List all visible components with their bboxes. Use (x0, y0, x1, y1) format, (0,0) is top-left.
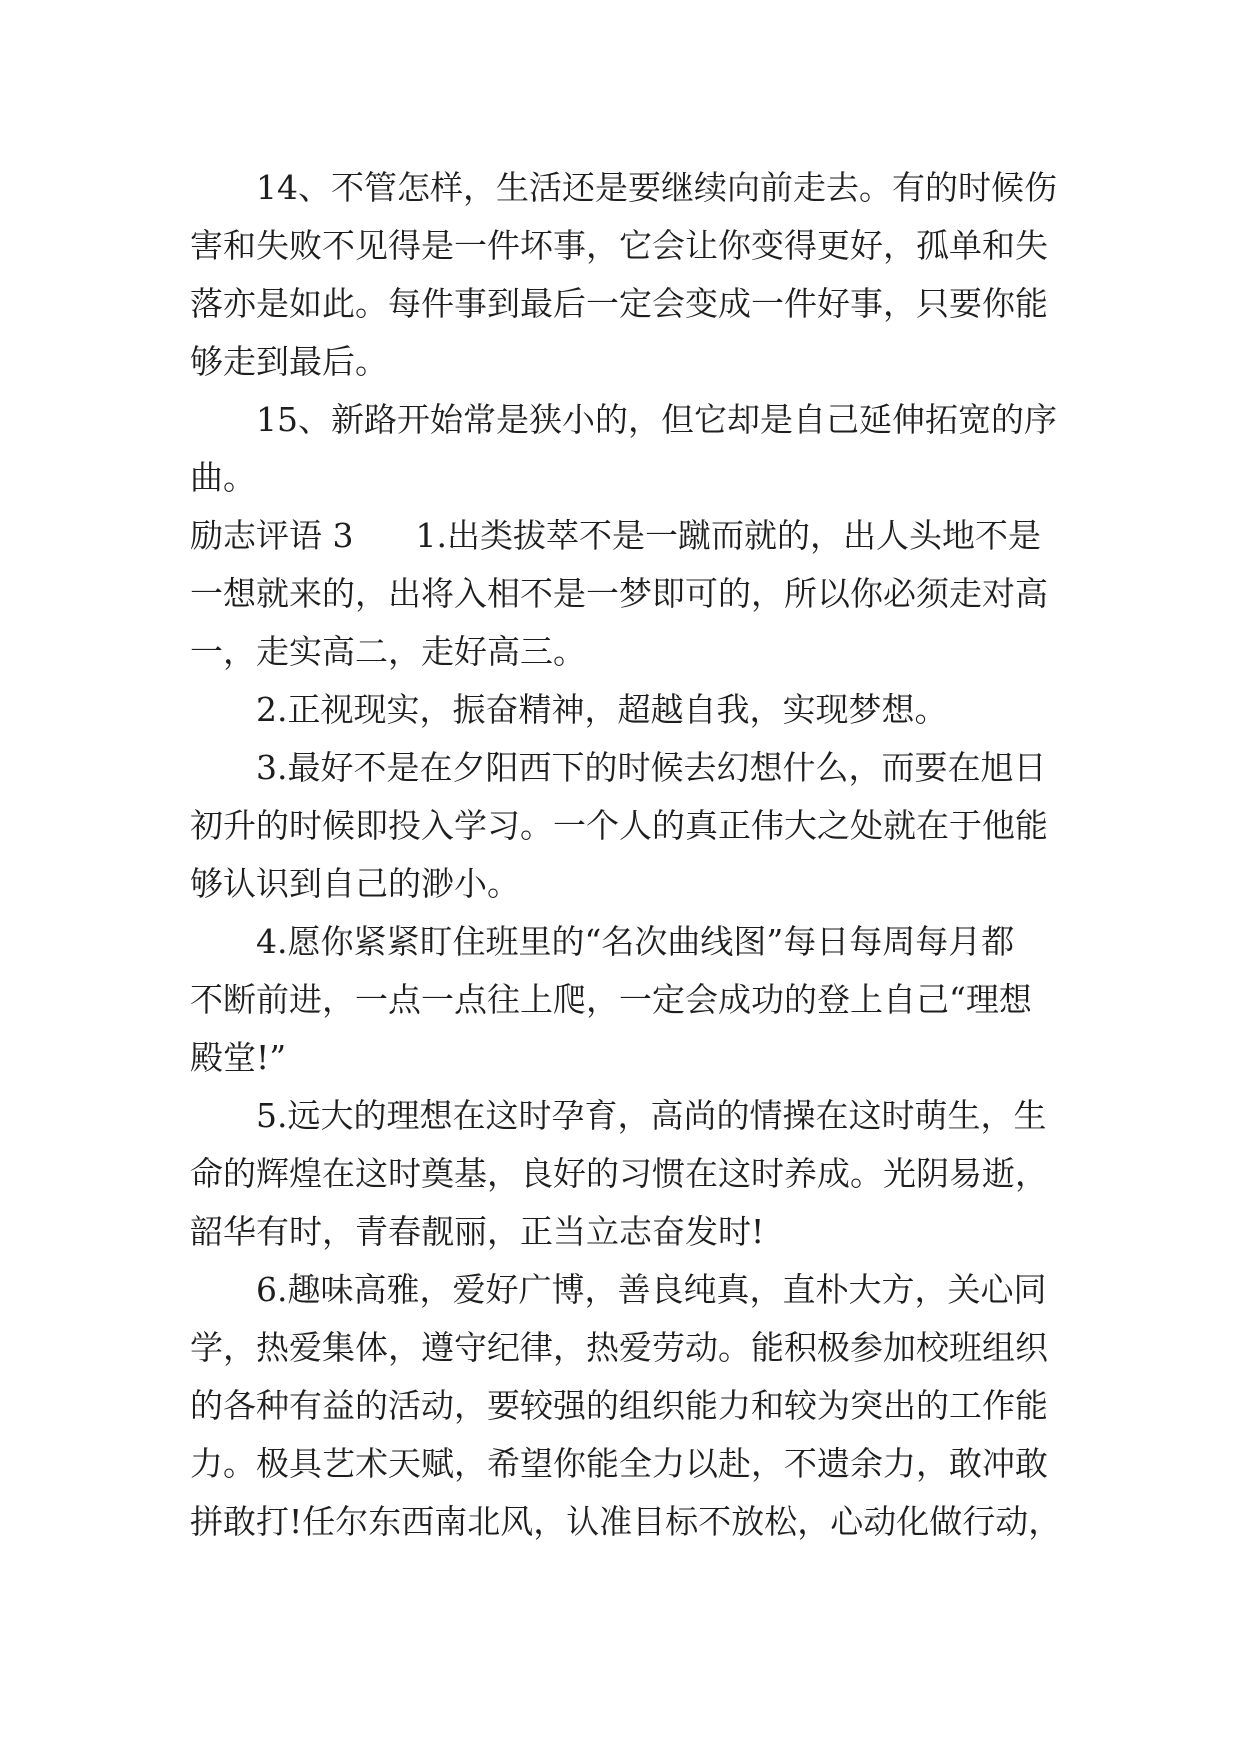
item-6-line-2: 学，热爱集体，遵守纪律，热爱劳动。能积极参加校班组织 (190, 1328, 1048, 1367)
section-title: 励志评语 3 (190, 516, 354, 555)
item-6-line-5: 拼敢打!任尔东西南北风，认准目标不放松，心动化做行动， (190, 1502, 1062, 1541)
item-1-line-3: 一，走实高二，走好高三。 (190, 632, 586, 671)
item-6-line-1: 6.趣味高雅，爱好广博，善良纯真，直朴大方，关心同 (256, 1270, 1047, 1309)
item-1-line-2: 一想就来的，出将入相不是一梦即可的，所以你必须走对高 (190, 574, 1048, 613)
item-6-line-3: 的各种有益的活动，要较强的组织能力和较为突出的工作能 (190, 1386, 1048, 1425)
item-3-line-2: 初升的时候即投入学习。一个人的真正伟大之处就在于他能 (190, 806, 1048, 845)
item-6-line-4: 力。极具艺术天赋，希望你能全力以赴，不遗余力，敢冲敢 (190, 1444, 1048, 1483)
paragraph-14-line-2: 害和失败不见得是一件坏事，它会让你变得更好，孤单和失 (190, 226, 1048, 265)
item-1-line-1: 1.出类拔萃不是一蹴而就的，出人头地不是 (415, 516, 1041, 555)
item-4-line-3: 殿堂!” (190, 1038, 287, 1077)
item-3-line-1: 3.最好不是在夕阳西下的时候去幻想什么，而要在旭日 (256, 748, 1047, 787)
item-3-line-3: 够认识到自己的渺小。 (190, 864, 520, 903)
item-5-line-1: 5.远大的理想在这时孕育，高尚的情操在这时萌生，生 (256, 1096, 1047, 1135)
item-5-line-3: 韶华有时，青春靓丽，正当立志奋发时! (190, 1212, 765, 1251)
section-heading-line (190, 516, 1041, 556)
paragraph-15-line-1: 15、新路开始常是狭小的，但它却是自己延伸拓宽的序 (256, 400, 1057, 439)
item-5-line-2: 命的辉煌在这时奠基，良好的习惯在这时养成。光阴易逝， (190, 1154, 1048, 1193)
item-4-line-2: 不断前进，一点一点往上爬，一定会成功的登上自己“理想 (190, 980, 1032, 1019)
paragraph-14-line-1: 14、不管怎样，生活还是要继续向前走去。有的时候伤 (256, 168, 1057, 207)
paragraph-14-line-4: 够走到最后。 (190, 342, 388, 381)
paragraph-14-line-3: 落亦是如此。每件事到最后一定会变成一件好事，只要你能 (190, 284, 1048, 323)
item-2-line-1: 2.正视现实，振奋精神，超越自我，实现梦想。 (256, 690, 948, 729)
item-4-line-1: 4.愿你紧紧盯住班里的“名次曲线图”每日每周每月都 (256, 922, 1015, 961)
paragraph-15-line-2: 曲。 (190, 458, 256, 497)
